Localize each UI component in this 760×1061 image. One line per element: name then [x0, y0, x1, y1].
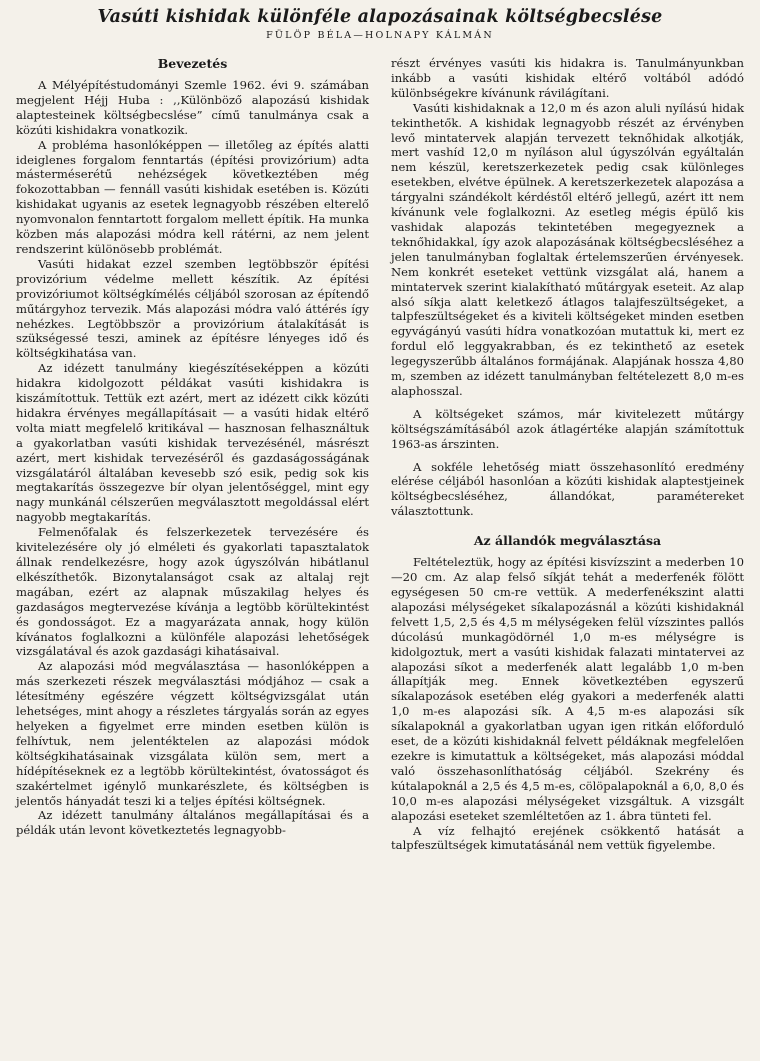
paragraph: A víz felhajtó erejének csökkentő hatását a talpfeszültségek kimutatásánál nem vettük figyelembe.: [391, 823, 744, 853]
article-authors: FÜLÖP BÉLA—HOLNAPY KÁLMÁN: [266, 30, 494, 41]
section-heading-introduction: Bevezetés: [157, 56, 228, 71]
paragraph: Vasúti kishidaknak a 12,0 m és azon aluli nyílású hidak tekinthetők. A kishidak legnagyobb részét az érvényben levő mintatervek alapján tervezett teknőhidak alkotják, mert vashíd 12,0 m nyíláson alul úgyszólván egyáltalán nem készül, keretszerkezetek pedig csak különleges esetekben, elvétve épülnek. A keretszerkezetek alapozása a tárgyalni szándékolt kérdéstől eltérő jellegű, azért itt nem kívánunk vele foglalkozni. Az esetleg mégis épülő kis vashidak alapozás tekintetében megegyeznek a teknőhidakkal, így azok alapozásának költségbecsléséhez a jelen tanulmányban foglaltak értelemszerűen érvényesek. Nem konkrét eseteket vettünk vizsgálat alá, hanem a mintatervek szerint kialakítható műtárgyak eseteit. Az alap alsó síkja alatt keletkező átlagos talajfeszültségeket, a talpfeszültségeket és a kiviteli költségeket minden esetben egyvágányú vasúti hídra vonatkozóan mutattuk ki, mert ez fordul elő leggyakrabban, és ez tekinthető az esetek legegyszerűbb általános formájának. Alapjának hossza 4,80 m, szemben az idézett tanulmányban feltételezett 8,0 m-es alaphosszal.: [391, 100, 744, 398]
article-title: Vasúti kishidak különféle alapozásainak költségbecslése: [97, 7, 663, 27]
paragraph: A Mélyépítéstudományi Szemle 1962. évi 9. számában megjelent Héjj Huba : ,,Különböző alapozású kishidak alaptesteinek költségbecslése” című tanulmánya csak a közúti kishidakra vonatkozik.: [16, 78, 369, 137]
section-heading-constants: Az állandók megválasztása: [473, 533, 662, 549]
paragraph: Vasúti hidakat ezzel szemben legtöbbször építési provizórium védelme mellett készítik. Az építési provizóriumot költségkímélés céljából szorosan az építendő műtárgyhoz tervezik. Más alapozási módra való áttérés így nehézkes. Legtöbbször a provizórium átalakítását is szükségessé teszi, aminek az építésre lényeges idő és költségkihatása van.: [16, 256, 369, 361]
paragraph: A probléma hasonlóképpen — illetőleg az építés alatti ideiglenes forgalom fenntartás (építési provizórium) adta másterméserétű nehézségek következtében még fokozottabban — fennáll vasúti kishidak esetében is. Közúti kishidakat ugyanis az esetek legnagyobb részében elterelő nyomvonalon fenntartott forgalom mellett építik. Ha munka közben más alapozási módra kell rátérni, az nem jelent rendszerint különösebb problémát.: [16, 137, 369, 256]
paragraph-continuation: részt érvényes vasúti kis hidakra is. Tanulmányunkban inkább a vasúti kishidak eltérő voltából adódó különbségekre kívánunk rávilágítani.: [391, 56, 744, 100]
right-column: [391, 56, 744, 853]
paragraph: Az idézett tanulmány általános megállapításai és a példák után levont következtetés legnagyobb-: [16, 808, 369, 838]
paragraph: Felmenőfalak és felszerkezetek tervezésére és kivitelezésére oly jó elméleti és gyakorlati tapasztalatok állnak rendelkezésre, hogy azok úgyszólván hibátlanul elkészíthetők. Bizonytalanságot csak az altalaj rejt magában, ezért az alapnak műszakilag helyes és gazdaságos megtervezése kívánja a legtöbb körültekintést és gondosságot. Ez a magyarázata annak, hogy külön kívánatos foglalkozni a különféle alapozási lehetőségek vizsgálatával és azok gazdasági kihatásaival.: [16, 525, 369, 659]
paragraph: Feltételeztük, hogy az építési kisvízszint a mederben 10—20 cm. Az alap felső síkját tehát a mederfenék fölött egységesen 50 cm-re vettük. A mederfenékszint alatti alapozási mélységeket síkalapozásnál a közúti kishidaknál felvett 1,5, 2,5 és 4,5 m mélységeken felül vízszintes pallós dúcolású munkagödörnél 1,0 m-es mélységre is kidolgoztuk, mert a vasúti kishidak falazati mintatervei az alapozási síkot a mederfenék alatt legalább 1,0 m-ben állapítják meg. Ennek következtében egyszerű síkalapozások esetében elég gyakori a mederfenék alatti 1,0 m-es alapozási sík. A 4,5 m-es alapozási sík síkalapoknál a gyakorlatban ugyan igen ritkán előforduló eset, de a közúti kishidaknál felvett példáknak megfelelően ezekre is kimutattuk a költségeket, más alapozási móddal való összehasonlíthatóság céljából. Szekrény és kútalapoknál a 2,5 és 4,5 m-es, cölöpalapoknál a 6,0, 8,0 és 10,0 m-es alapozási mélységeket vizsgáltuk. A vizsgált alapozási eseteket szemléltetően az 1. ábra tünteti fel.: [391, 555, 744, 823]
article-body: [16, 56, 744, 853]
paragraph: Az alapozási mód megválasztása — hasonlóképpen a más szerkezeti részek megválasztási módjához — csak a létesítmény egészére végzett költségvizsgálat után lehetséges, mint ahogy a részletes tárgyalás során az egyes helyeken a figyelmet erre minden esetben külön is felhívtuk, nem jelentéktelen az alapozási módok költségkihatásainak vizsgálata külön sem, mert a hídépítéseknek ez a legtöbb körültekintést, óvatosságot és szakértelmet igénylő munkarészlete, és költségben is jelentős hányadát teszi ki a teljes építési költségnek.: [16, 659, 369, 808]
paragraph: A költségeket számos, már kivitelezett műtárgy költségszámításából azok átlagértéke alapján számítottuk 1963-as árszinten.: [391, 406, 744, 451]
paragraph: A sokféle lehetőség miatt összehasonlító eredmény elérése céljából hasonlóan a közúti kishidak alaptestjeinek költségbecsléséhez, állandókat, paramétereket választottunk.: [391, 459, 744, 519]
left-column: [16, 56, 369, 853]
paragraph: Az idézett tanulmány kiegészítéseképpen a közúti hidakra kidolgozott példákat vasúti kishidakra is kiszámítottuk. Tettük ezt azért, mert az idézett cikk közúti hidakra érvényes megállapításait — a vasúti hidak eltérő volta miatt megfelelő kritikával — hasznosan felhasználtuk a gyakorlatban vasúti kishidak tervezésénél, másrészt azért, mert kishidak tervezéséről és gazdaságosságának vizsgálatáról általában kevesebb szó esik, pedig sok kis megtakarítás összegezve bír olyan jelentőséggel, mint egy nagy munkánál célszerűen megválasztott megoldással elért nagyobb megtakarítás.: [16, 361, 369, 525]
